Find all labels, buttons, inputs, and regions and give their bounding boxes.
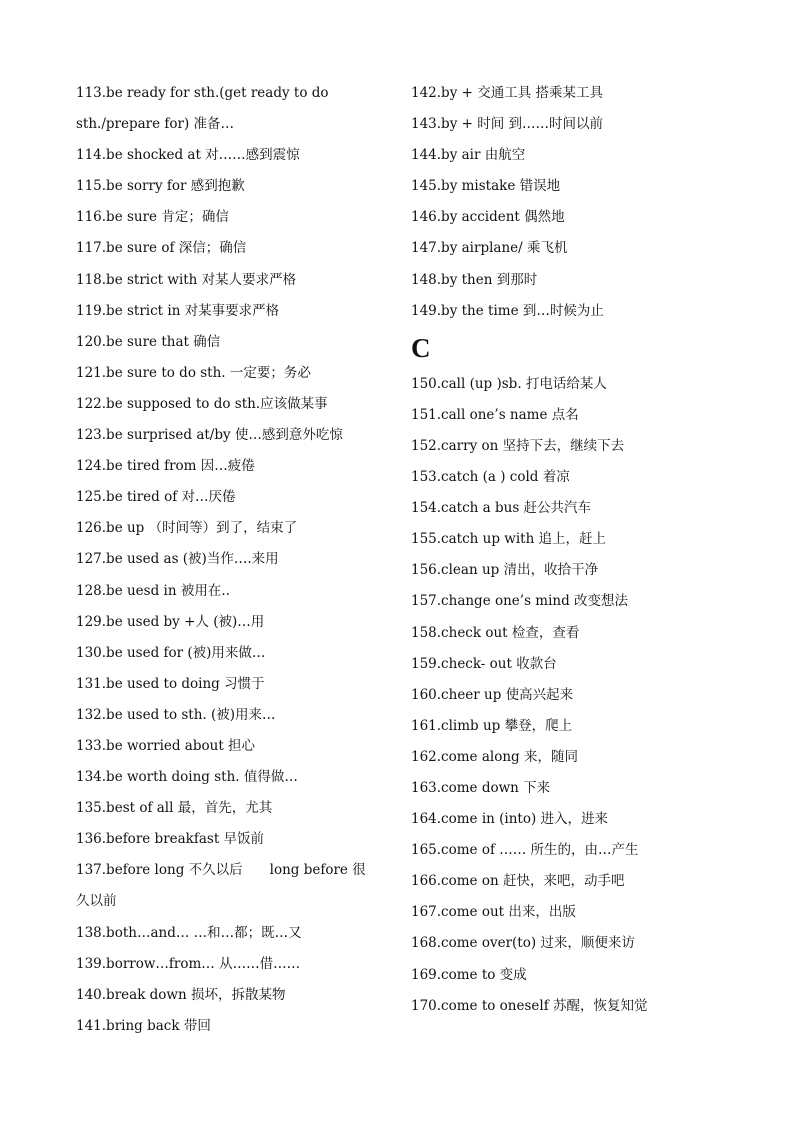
phrase-entry: 160.cheer up 使高兴起来 bbox=[411, 686, 574, 703]
phrase-entry: 114.be shocked at 对……感到震惊 bbox=[76, 147, 300, 164]
phrase-entry: 144.by air 由航空 bbox=[411, 147, 526, 164]
phrase-entry: 161.climb up 攀登，爬上 bbox=[411, 717, 573, 734]
phrase-entry: 157.change one’s mind 改变想法 bbox=[411, 593, 629, 610]
phrase-entry: 170.come to oneself 苏醒，恢复知觉 bbox=[411, 997, 648, 1014]
phrase-entry: 169.come to 变成 bbox=[411, 966, 527, 983]
phrase-entry: 153.catch (a ) cold 着凉 bbox=[411, 469, 570, 486]
phrase-entry: 117.be sure of 深信；确信 bbox=[76, 240, 247, 257]
phrase-entry: 115.be sorry for 感到抱歉 bbox=[76, 178, 245, 195]
phrase-entry: 146.by accident 偶然地 bbox=[411, 209, 565, 226]
phrase-entry: 133.be worried about 担心 bbox=[76, 737, 256, 754]
phrase-entry: 143.by + 时间 到……时间以前 bbox=[411, 116, 604, 133]
phrase-entry: 134.be worth doing sth. 值得做… bbox=[76, 769, 298, 786]
phrase-entry: 122.be supposed to do sth.应该做某事 bbox=[76, 395, 328, 412]
phrase-entry: 130.be used for (被)用来做… bbox=[76, 644, 266, 661]
phrase-entry: 118.be strict with 对某人要求严格 bbox=[76, 271, 297, 288]
phrase-entry: 162.come along 来，随同 bbox=[411, 748, 578, 765]
phrase-entry: 155.catch up with 追上，赶上 bbox=[411, 531, 607, 548]
phrase-entry: 151.call one’s name 点名 bbox=[411, 406, 579, 423]
phrase-entry: 166.come on 赶快，来吧，动手吧 bbox=[411, 873, 625, 890]
phrase-entry: 124.be tired from 因…疲倦 bbox=[76, 458, 255, 475]
phrase-entry: 120.be sure that 确信 bbox=[76, 333, 221, 350]
phrase-entry: 123.be surprised at/by 使…感到意外吃惊 bbox=[76, 427, 343, 444]
left-column bbox=[76, 78, 366, 1042]
phrase-entry: 156.clean up 清出，收拾干净 bbox=[411, 562, 599, 579]
phrase-entry: 152.carry on 坚持下去，继续下去 bbox=[411, 437, 625, 454]
phrase-entry: 141.bring back 带回 bbox=[76, 1017, 211, 1034]
phrase-entry: 121.be sure to do sth. 一定要；务必 bbox=[76, 364, 311, 381]
phrase-entry: 132.be used to sth. (被)用来… bbox=[76, 706, 276, 723]
phrase-entry: 167.come out 出来，出版 bbox=[411, 904, 576, 921]
phrase-entry: 116.be sure 肯定；确信 bbox=[76, 209, 229, 226]
phrase-entry: 150.call (up )sb. 打电话给某人 bbox=[411, 375, 607, 392]
phrase-entry: 148.by then 到那时 bbox=[411, 271, 538, 288]
phrase-entry: 136.before breakfast 早饭前 bbox=[76, 831, 265, 848]
phrase-entry: 164.come in (into) 进入，进来 bbox=[411, 811, 609, 828]
phrase-entry: 168.come over(to) 过来，顺便来访 bbox=[411, 935, 635, 952]
phrase-entry: 165.come of …… 所生的，由…产生 bbox=[411, 842, 639, 859]
phrase-entry: 147.by airplane/ 乘飞机 bbox=[411, 240, 568, 257]
phrase-entry: 129.be used by +人 (被)…用 bbox=[76, 613, 265, 630]
phrase-entry: 137.before long 不久以后 long before 很久以前 bbox=[76, 862, 366, 910]
phrase-entry: 140.break down 损坏，拆散某物 bbox=[76, 986, 286, 1003]
phrase-entry: 158.check out 检查，查看 bbox=[411, 624, 580, 641]
phrase-entry: 145.by mistake 错误地 bbox=[411, 178, 561, 195]
phrase-entry: 135.best of all 最，首先，尤其 bbox=[76, 800, 273, 817]
phrase-entry: 159.check- out 收款台 bbox=[411, 655, 557, 672]
phrase-entry: 126.be up （时间等）到了，结束了 bbox=[76, 520, 298, 537]
phrase-entry: 125.be tired of 对…厌倦 bbox=[76, 489, 236, 506]
right-column bbox=[411, 78, 711, 1022]
phrase-entry: 127.be used as (被)当作….来用 bbox=[76, 551, 279, 568]
phrase-entry: 131.be used to doing 习惯于 bbox=[76, 675, 265, 692]
phrase-entry: 163.come down 下来 bbox=[411, 779, 551, 796]
phrase-entry: 142.by + 交通工具 搭乘某工具 bbox=[411, 85, 604, 101]
section-letter-heading: C bbox=[411, 332, 431, 363]
phrase-entry: 138.both…and… …和…都；既…又 bbox=[76, 924, 302, 941]
phrase-entry: 113.be ready for sth.(get ready to do sth./prepare for) 准备… bbox=[76, 85, 329, 133]
phrase-entry: 139.borrow…from… 从……借…… bbox=[76, 955, 301, 972]
phrase-entry: 128.be uesd in 被用在.. bbox=[76, 582, 230, 599]
phrase-entry: 119.be strict in 对某事要求严格 bbox=[76, 302, 280, 319]
phrase-entry: 154.catch a bus 赶公共汽车 bbox=[411, 500, 592, 517]
phrase-entry: 149.by the time 到…时候为止 bbox=[411, 302, 604, 319]
